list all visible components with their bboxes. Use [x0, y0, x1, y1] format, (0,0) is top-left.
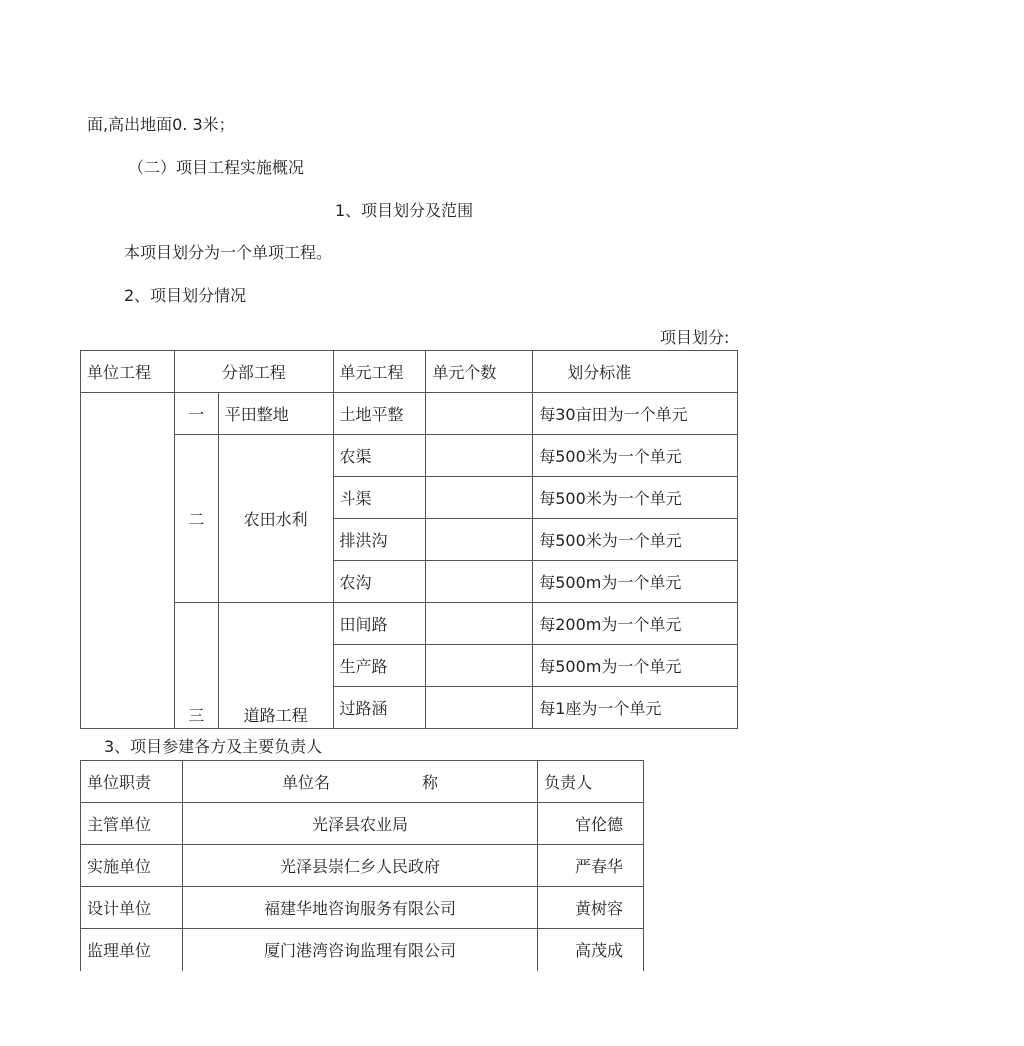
group-name: 平田整地	[218, 393, 333, 435]
role-cell: 监理单位	[81, 929, 183, 971]
header-cell: 单元个数	[426, 351, 533, 393]
org-name-cell: 福建华地咨询服务有限公司	[182, 887, 537, 929]
standard-cell: 每200m为一个单元	[533, 603, 738, 645]
unit-cell: 生产路	[333, 645, 426, 687]
table-row	[81, 435, 738, 477]
paragraph: 本项目划分为一个单项工程。	[124, 243, 333, 262]
unit-cell: 排洪沟	[333, 519, 426, 561]
group-number: 一	[174, 393, 218, 435]
header-cell: 负责人	[538, 761, 644, 803]
header-cell	[182, 761, 537, 803]
standard-cell: 每30亩田为一个单元	[533, 393, 738, 435]
unit-project-cell	[81, 393, 175, 729]
count-cell	[426, 435, 533, 477]
header-cell: 分部工程	[174, 351, 333, 393]
unit-cell: 斗渠	[333, 477, 426, 519]
count-cell	[426, 687, 533, 729]
header-cell: 单位工程	[81, 351, 175, 393]
header-text: 单位名	[281, 773, 330, 792]
table-row	[81, 803, 644, 845]
unit-cell: 土地平整	[333, 393, 426, 435]
unit-cell: 田间路	[333, 603, 426, 645]
standard-cell: 每500米为一个单元	[533, 477, 738, 519]
header-cell: 划分标准	[533, 351, 738, 393]
table-header-row	[81, 761, 644, 803]
paragraph-continuation: 面,高出地面0. 3米；	[87, 115, 235, 134]
group-number: 二	[174, 435, 218, 603]
unit-cell: 农沟	[333, 561, 426, 603]
group-name: 农田水利	[218, 435, 333, 603]
org-name-cell: 光泽县崇仁乡人民政府	[182, 845, 537, 887]
standard-cell: 每500米为一个单元	[533, 519, 738, 561]
table-row	[81, 845, 644, 887]
table-row	[81, 393, 738, 435]
org-name-cell: 厦门港湾咨询监理有限公司	[182, 929, 537, 971]
standard-cell: 每1座为一个单元	[533, 687, 738, 729]
project-division-table	[80, 350, 738, 729]
role-cell: 设计单位	[81, 887, 183, 929]
table-row	[81, 929, 644, 971]
group-number: 三	[174, 603, 218, 729]
standard-cell: 每500m为一个单元	[533, 561, 738, 603]
org-name-cell: 光泽县农业局	[182, 803, 537, 845]
role-cell: 主管单位	[81, 803, 183, 845]
table-row	[81, 887, 644, 929]
count-cell	[426, 603, 533, 645]
subsection-heading: 3、项目参建各方及主要负责人	[104, 737, 323, 756]
header-text: 称	[422, 773, 439, 792]
group-name: 道路工程	[218, 603, 333, 729]
section-heading: （二）项目工程实施概况	[128, 158, 305, 177]
header-cell: 单元工程	[333, 351, 426, 393]
person-cell: 严春华	[538, 845, 644, 887]
header-cell: 单位职责	[81, 761, 183, 803]
role-cell: 实施单位	[81, 845, 183, 887]
table-header-row	[81, 351, 738, 393]
count-cell	[426, 477, 533, 519]
subsection-heading: 2、项目划分情况	[124, 286, 247, 305]
unit-cell: 农渠	[333, 435, 426, 477]
person-cell: 官伦德	[538, 803, 644, 845]
count-cell	[426, 393, 533, 435]
person-cell: 高茂成	[538, 929, 644, 971]
table-row	[81, 603, 738, 645]
subsection-heading: 1、项目划分及范围	[335, 201, 474, 220]
count-cell	[426, 519, 533, 561]
count-cell	[426, 645, 533, 687]
parties-table	[80, 760, 644, 971]
standard-cell: 每500米为一个单元	[533, 435, 738, 477]
unit-cell: 过路涵	[333, 687, 426, 729]
standard-cell: 每500m为一个单元	[533, 645, 738, 687]
table-caption: 项目划分:	[660, 328, 730, 347]
count-cell	[426, 561, 533, 603]
person-cell: 黄树容	[538, 887, 644, 929]
